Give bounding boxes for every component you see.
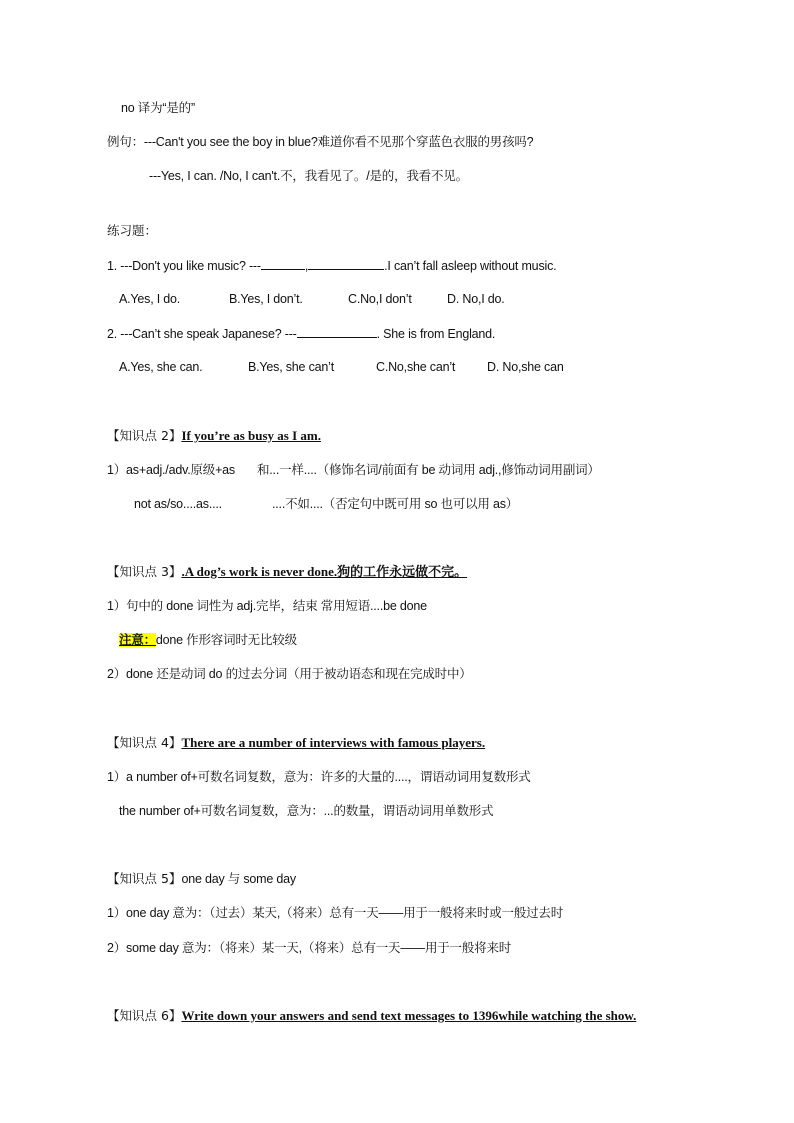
q1-stem-b: .I can’t fall asleep without music. bbox=[384, 259, 557, 273]
q1-stem-a: 1. ---Don't you like music? --- bbox=[107, 259, 261, 273]
question-1 bbox=[107, 256, 556, 275]
q2-option-d[interactable]: D. No,she can bbox=[487, 360, 564, 374]
kp2-l1a: 1）as+adj./adv.原级+as bbox=[107, 463, 235, 477]
q1-option-c[interactable]: C.No,I don’t bbox=[348, 292, 412, 306]
kp3-line-2: 2）done 还是动词 do 的过去分词（用于被动语态和现在完成时中） bbox=[107, 667, 472, 681]
kp2-line-2 bbox=[134, 495, 518, 513]
kp4-line-1: 1）a number of+可数名词复数，意为：许多的大量的....，谓语动词用复数形式 bbox=[107, 770, 531, 784]
kp3-label: 【知识点 3】 bbox=[107, 564, 182, 579]
q1-sep: , bbox=[304, 259, 309, 273]
kp2-heading bbox=[107, 427, 321, 445]
kp3-note-label: 注意： bbox=[119, 633, 156, 647]
example-q-text: ---Can't you see the boy in blue?难道你看不见那个穿蓝色衣服的男孩吗? bbox=[143, 135, 534, 149]
q1-option-b[interactable]: B.Yes, I don’t. bbox=[229, 292, 303, 306]
kp6-title: Write down your answers and send text messages to 1396while watching the show. bbox=[181, 1008, 637, 1023]
kp4-heading bbox=[107, 734, 485, 752]
kp6-label: 【知识点 6】 bbox=[107, 1008, 182, 1023]
question-2 bbox=[107, 324, 495, 343]
kp2-title: If you’re as busy as I am. bbox=[181, 428, 321, 443]
q2-stem-a: 2. ---Can’t she speak Japanese? --- bbox=[107, 327, 297, 341]
q1-option-d[interactable]: D. No,I do. bbox=[447, 292, 505, 306]
q2-option-b[interactable]: B.Yes, she can’t bbox=[248, 360, 334, 374]
kp4-line-2: the number of+可数名词复数，意为：...的数量，谓语动词用单数形式 bbox=[119, 804, 494, 818]
q1-blank-2[interactable] bbox=[308, 256, 384, 270]
kp5-line-2: 2）some day 意为：（将来）某一天,（将来）总有一天——用于一般将来时 bbox=[107, 941, 512, 955]
kp5-title: one day 与 some day bbox=[181, 872, 296, 886]
example-label: 例句： bbox=[107, 135, 144, 149]
q2-options bbox=[119, 358, 564, 376]
kp2-l2b: ....不如....（否定句中既可用 so 也可以用 as） bbox=[272, 497, 519, 511]
example-answer: ---Yes, I can. /No, I can't.不，我看见了。/是的，我看不见。 bbox=[149, 169, 468, 183]
q2-option-c[interactable]: C.No,she can’t bbox=[376, 360, 456, 374]
kp6-heading bbox=[107, 1007, 636, 1025]
kp3-note-text: done 作形容词时无比较级 bbox=[155, 633, 297, 647]
kp2-l2a: not as/so....as.... bbox=[134, 497, 222, 511]
q1-options bbox=[119, 290, 505, 308]
kp5-heading bbox=[107, 870, 296, 888]
q2-blank[interactable] bbox=[297, 324, 377, 338]
example-question bbox=[107, 133, 533, 151]
q2-option-a[interactable]: A.Yes, she can. bbox=[119, 360, 203, 374]
kp4-label: 【知识点 4】 bbox=[107, 735, 182, 750]
q2-stem-b: . She is from England. bbox=[376, 327, 496, 341]
kp5-line-1: 1）one day 意为：（过去）某天,（将来）总有一天——用于一般将来时或一般过去时 bbox=[107, 906, 564, 920]
q1-option-a[interactable]: A.Yes, I do. bbox=[119, 292, 181, 306]
kp3-title: .A dog’s work is never done.狗的工作永远做不完。 bbox=[181, 564, 468, 579]
kp2-l1b: 和...一样....（修饰名词/前面有 be 动词用 adj.,修饰动词用副词） bbox=[256, 463, 600, 477]
no-meaning-line: no 译为“是的” bbox=[121, 101, 195, 115]
kp5-label: 【知识点 5】 bbox=[107, 871, 182, 886]
exercise-title: 练习题： bbox=[107, 223, 158, 238]
kp3-note bbox=[119, 631, 297, 649]
kp2-label: 【知识点 2】 bbox=[107, 428, 182, 443]
q1-blank-1[interactable] bbox=[261, 256, 305, 270]
kp4-title: There are a number of interviews with famous players. bbox=[181, 735, 486, 750]
kp3-line-1: 1）句中的 done 词性为 adj.完毕，结束 常用短语....be done bbox=[107, 599, 427, 613]
kp2-line-1 bbox=[107, 461, 600, 479]
kp3-heading bbox=[107, 563, 467, 581]
